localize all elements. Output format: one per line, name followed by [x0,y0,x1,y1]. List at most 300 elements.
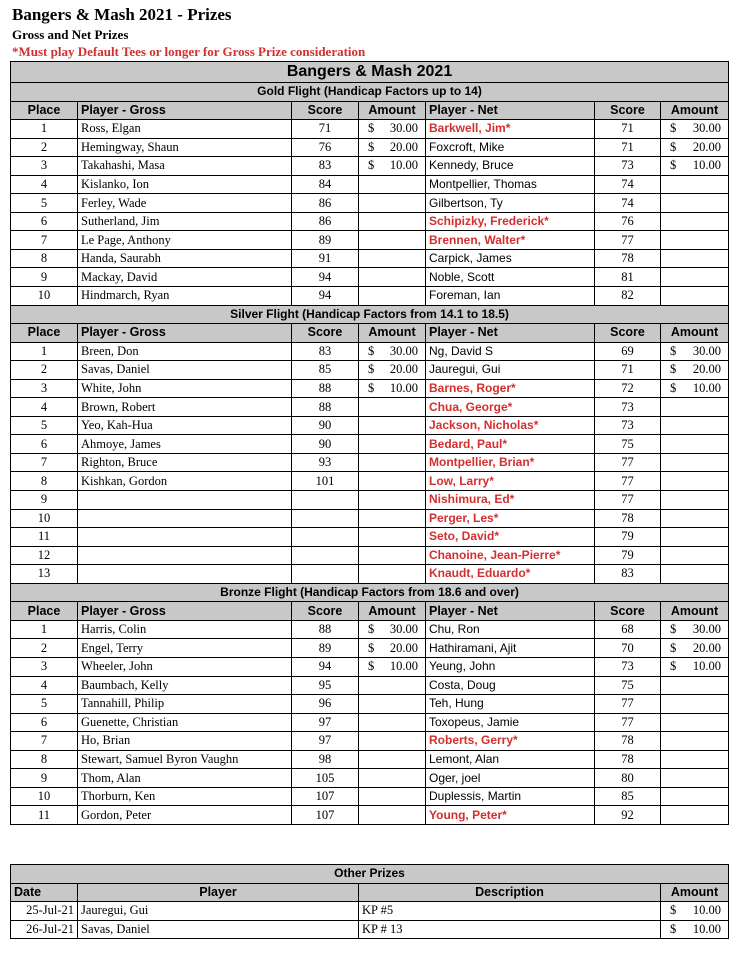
net-player-cell: Young, Peter* [426,806,595,825]
place-cell: 7 [11,732,78,751]
place-cell: 3 [11,657,78,676]
gross-amount-cell [359,509,426,528]
gross-score-cell: 95 [292,676,359,695]
amount-number: 20.00 [692,362,722,377]
table-row [11,138,729,157]
column-header-gross: Player - Gross [78,101,292,120]
other-prize-row [11,920,729,939]
net-score-cell: 71 [595,120,661,139]
column-header-score: Score [292,602,359,621]
amount-value [664,157,725,174]
net-amount-cell [661,194,729,213]
table-row [11,509,729,528]
net-player-cell: Foreman, Ian [426,287,595,306]
gross-player-cell: Breen, Don [78,342,292,361]
net-player-cell: Costa, Doug [426,676,595,695]
gross-player-cell: Tannahill, Philip [78,695,292,714]
net-player-cell: Schipizky, Frederick* [426,212,595,231]
amount-number: 20.00 [389,640,418,655]
gross-player-cell: Takahashi, Masa [78,157,292,176]
place-cell: 9 [11,769,78,788]
net-score-cell: 83 [595,565,661,584]
amount-number: 20.00 [389,362,418,377]
page-header [12,4,365,60]
net-amount-cell [661,806,729,825]
currency-symbol: $ [368,640,375,655]
column-header-row [11,324,729,343]
table-row [11,639,729,658]
gross-player-cell: Wheeler, John [78,657,292,676]
gross-score-cell: 97 [292,713,359,732]
net-amount-cell [661,509,729,528]
net-score-cell: 81 [595,268,661,287]
gross-player-cell: Stewart, Samuel Byron Vaughn [78,750,292,769]
gross-player-cell: Kislanko, Ion [78,175,292,194]
place-cell: 13 [11,565,78,584]
net-amount-cell [661,342,729,361]
net-score-cell: 75 [595,435,661,454]
gross-score-cell: 96 [292,695,359,714]
gross-amount-cell [359,732,426,751]
table-row [11,379,729,398]
gross-player-cell: Engel, Terry [78,639,292,658]
document-title: Bangers & Mash 2021 - Prizes [12,5,232,24]
table-row [11,657,729,676]
prize-date-cell: 26-Jul-21 [11,920,78,939]
gross-score-cell: 88 [292,620,359,639]
table-row [11,546,729,565]
currency-symbol: $ [670,139,677,154]
gross-score-cell: 83 [292,157,359,176]
gross-amount-cell [359,676,426,695]
gross-score-cell: 107 [292,787,359,806]
amount-value [362,343,422,360]
net-player-cell: Toxopeus, Jamie [426,713,595,732]
amount-value [362,380,422,397]
place-cell: 11 [11,806,78,825]
net-player-cell: Hathiramani, Ajit [426,639,595,658]
gross-player-cell [78,546,292,565]
place-cell: 6 [11,713,78,732]
gross-amount-cell [359,231,426,250]
gross-amount-cell [359,639,426,658]
gross-amount-cell [359,194,426,213]
net-score-cell: 77 [595,472,661,491]
net-player-cell: Montpellier, Brian* [426,453,595,472]
amount-number: 30.00 [692,343,722,358]
amount-value [664,658,725,675]
net-amount-cell [661,416,729,435]
net-score-cell: 74 [595,194,661,213]
gross-player-cell [78,528,292,547]
place-cell: 5 [11,695,78,714]
gross-player-cell: Harris, Colin [78,620,292,639]
amount-value [664,139,725,156]
net-score-cell: 73 [595,657,661,676]
net-player-cell: Chu, Ron [426,620,595,639]
column-header-score: Score [292,101,359,120]
net-player-cell: Carpick, James [426,249,595,268]
currency-symbol: $ [670,121,677,136]
gross-amount-cell [359,435,426,454]
gross-score-cell: 71 [292,120,359,139]
gross-score-cell: 107 [292,806,359,825]
net-score-cell: 73 [595,157,661,176]
net-player-cell: Perger, Les* [426,509,595,528]
table-row [11,806,729,825]
gross-amount-cell [359,361,426,380]
net-player-cell: Jackson, Nicholas* [426,416,595,435]
table-row [11,676,729,695]
table-row [11,212,729,231]
table-row [11,565,729,584]
gross-amount-cell [359,398,426,417]
net-player-cell: Yeung, John [426,657,595,676]
gross-player-cell: Hindmarch, Ryan [78,287,292,306]
gross-amount-cell [359,379,426,398]
amount-number: 20.00 [692,640,722,655]
net-amount-cell [661,546,729,565]
column-header-net-amount: Amount [661,324,729,343]
prize-description-cell: KP #5 [359,902,661,921]
net-score-cell: 69 [595,342,661,361]
column-header-amount: Amount [359,602,426,621]
net-amount-cell [661,379,729,398]
net-amount-cell [661,769,729,788]
place-cell: 1 [11,342,78,361]
net-amount-cell [661,472,729,491]
gross-amount-cell [359,416,426,435]
amount-value [362,640,422,657]
table-row [11,120,729,139]
gross-amount-cell [359,249,426,268]
place-cell: 7 [11,231,78,250]
table-row [11,713,729,732]
place-cell: 10 [11,287,78,306]
gross-score-cell: 76 [292,138,359,157]
net-amount-cell [661,657,729,676]
net-player-cell: Noble, Scott [426,268,595,287]
gross-player-cell: Yeo, Kah-Hua [78,416,292,435]
net-amount-cell [661,453,729,472]
net-player-cell: Bedard, Paul* [426,435,595,454]
table-row [11,231,729,250]
column-header-net-score: Score [595,324,661,343]
table-row [11,732,729,751]
gross-player-cell: Gordon, Peter [78,806,292,825]
column-header-amount: Amount [359,324,426,343]
gross-player-cell: Ahmoye, James [78,435,292,454]
place-cell: 5 [11,194,78,213]
amount-number: 30.00 [692,121,722,136]
place-cell: 2 [11,138,78,157]
other-prizes-table [10,864,729,939]
gross-amount-cell [359,212,426,231]
net-score-cell: 92 [595,806,661,825]
place-cell: 6 [11,435,78,454]
prize-description-cell: KP # 13 [359,920,661,939]
gross-player-cell: Baumbach, Kelly [78,676,292,695]
gross-score-cell: 90 [292,435,359,454]
amount-value [664,902,725,919]
gross-amount-cell [359,175,426,194]
document-subtitle: Gross and Net Prizes [12,27,129,42]
net-player-cell: Low, Larry* [426,472,595,491]
net-player-cell: Knaudt, Eduardo* [426,565,595,584]
net-amount-cell [661,565,729,584]
gross-amount-cell [359,657,426,676]
net-amount-cell [661,361,729,380]
net-score-cell: 77 [595,231,661,250]
amount-number: 30.00 [389,343,418,358]
amount-number: 10.00 [389,158,418,173]
table-row [11,750,729,769]
column-header-place: Place [11,101,78,120]
table-row [11,472,729,491]
table-row [11,268,729,287]
column-header-net-score: Score [595,602,661,621]
currency-symbol: $ [368,343,375,358]
gross-amount-cell [359,491,426,510]
table-row [11,157,729,176]
amount-value [362,120,422,137]
net-score-cell: 74 [595,175,661,194]
prizes-table-title-row [11,62,729,83]
gross-player-cell: Handa, Saurabh [78,249,292,268]
flight-title-row [11,305,729,324]
column-header-net: Player - Net [426,324,595,343]
place-cell: 4 [11,175,78,194]
gross-player-cell: Ross, Elgan [78,120,292,139]
table-row [11,453,729,472]
net-amount-cell [661,676,729,695]
gross-player-cell: Le Page, Anthony [78,231,292,250]
net-amount-cell [661,287,729,306]
place-cell: 10 [11,509,78,528]
gross-score-cell: 97 [292,732,359,751]
net-amount-cell [661,157,729,176]
gross-player-cell [78,491,292,510]
column-header-net-amount: Amount [661,602,729,621]
column-header-date: Date [11,883,78,902]
amount-number: 30.00 [389,121,418,136]
amount-value [362,658,422,675]
place-cell: 11 [11,528,78,547]
gross-amount-cell [359,453,426,472]
net-amount-cell [661,120,729,139]
amount-value [362,157,422,174]
gross-player-cell: Sutherland, Jim [78,212,292,231]
net-score-cell: 77 [595,453,661,472]
place-cell: 4 [11,398,78,417]
gross-amount-cell [359,806,426,825]
gross-score-cell: 88 [292,398,359,417]
net-amount-cell [661,732,729,751]
flight-title: Silver Flight (Handicap Factors from 14.1 to 18.5) [11,305,729,324]
gross-amount-cell [359,695,426,714]
gross-score-cell: 98 [292,750,359,769]
column-header-amount: Amount [359,101,426,120]
net-score-cell: 73 [595,416,661,435]
currency-symbol: $ [368,158,375,173]
table-row [11,398,729,417]
gross-score-cell: 86 [292,194,359,213]
gross-player-cell [78,509,292,528]
prizes-table [10,61,729,825]
net-player-cell: Gilbertson, Ty [426,194,595,213]
amount-value [362,621,422,638]
gross-score-cell [292,528,359,547]
gross-amount-cell [359,787,426,806]
gross-amount-cell [359,472,426,491]
gross-player-cell [78,565,292,584]
net-player-cell: Brennen, Walter* [426,231,595,250]
column-header-net-amount: Amount [661,101,729,120]
column-header-description: Description [359,883,661,902]
gross-player-cell: Righton, Bruce [78,453,292,472]
table-row [11,695,729,714]
currency-symbol: $ [670,640,677,655]
place-cell: 12 [11,546,78,565]
table-row [11,342,729,361]
net-player-cell: Oger, joel [426,769,595,788]
other-prizes-column-headers [11,883,729,902]
currency-symbol: $ [670,158,677,173]
gross-score-cell [292,491,359,510]
net-amount-cell [661,231,729,250]
amount-number: 10.00 [692,921,722,936]
gross-player-cell: Kishkan, Gordon [78,472,292,491]
prizes-table-title: Bangers & Mash 2021 [11,62,729,83]
net-player-cell: Duplessis, Martin [426,787,595,806]
net-score-cell: 85 [595,787,661,806]
net-player-cell: Kennedy, Bruce [426,157,595,176]
place-cell: 9 [11,268,78,287]
net-player-cell: Foxcroft, Mike [426,138,595,157]
amount-value [664,380,725,397]
place-cell: 8 [11,472,78,491]
table-row [11,787,729,806]
prize-date-cell: 25-Jul-21 [11,902,78,921]
flight-title: Gold Flight (Handicap Factors up to 14) [11,83,729,102]
net-score-cell: 75 [595,676,661,695]
net-amount-cell [661,491,729,510]
gross-score-cell: 93 [292,453,359,472]
net-score-cell: 77 [595,491,661,510]
gross-player-cell: Mackay, David [78,268,292,287]
net-player-cell: Barkwell, Jim* [426,120,595,139]
net-player-cell: Nishimura, Ed* [426,491,595,510]
net-amount-cell [661,249,729,268]
place-cell: 10 [11,787,78,806]
gross-amount-cell [359,138,426,157]
place-cell: 6 [11,212,78,231]
gross-score-cell: 94 [292,268,359,287]
column-header-net: Player - Net [426,602,595,621]
net-player-cell: Seto, David* [426,528,595,547]
flight-title: Bronze Flight (Handicap Factors from 18.6 and over) [11,583,729,602]
net-score-cell: 78 [595,750,661,769]
currency-symbol: $ [368,659,375,674]
net-amount-cell [661,212,729,231]
amount-value [664,120,725,137]
net-score-cell: 78 [595,249,661,268]
table-row [11,491,729,510]
column-header-net: Player - Net [426,101,595,120]
default-tees-note: *Must play Default Tees or longer for Gross Prize consideration [12,44,366,59]
column-header-row [11,602,729,621]
net-score-cell: 78 [595,509,661,528]
gross-player-cell: Guenette, Christian [78,713,292,732]
gross-score-cell: 94 [292,657,359,676]
gross-score-cell [292,565,359,584]
flight-title-row [11,583,729,602]
gross-player-cell: Savas, Daniel [78,361,292,380]
currency-symbol: $ [368,362,375,377]
gross-score-cell: 89 [292,231,359,250]
currency-symbol: $ [670,659,677,674]
amount-value [362,139,422,156]
table-row [11,769,729,788]
gross-amount-cell [359,528,426,547]
gross-score-cell: 84 [292,175,359,194]
gross-amount-cell [359,565,426,584]
place-cell: 8 [11,750,78,769]
gross-score-cell [292,509,359,528]
table-row [11,194,729,213]
amount-number: 30.00 [692,622,722,637]
gross-amount-cell [359,342,426,361]
net-score-cell: 79 [595,528,661,547]
table-row [11,361,729,380]
net-player-cell: Chanoine, Jean-Pierre* [426,546,595,565]
net-player-cell: Jauregui, Gui [426,361,595,380]
gross-score-cell [292,546,359,565]
net-player-cell: Ng, David S [426,342,595,361]
net-score-cell: 76 [595,212,661,231]
gross-score-cell: 83 [292,342,359,361]
amount-number: 20.00 [389,139,418,154]
prize-amount-cell [661,920,729,939]
gross-score-cell: 89 [292,639,359,658]
currency-symbol: $ [368,381,375,396]
net-score-cell: 82 [595,287,661,306]
amount-value [664,621,725,638]
gross-player-cell: Ho, Brian [78,732,292,751]
net-amount-cell [661,620,729,639]
net-amount-cell [661,175,729,194]
net-score-cell: 80 [595,769,661,788]
column-header-place: Place [11,602,78,621]
other-prize-row [11,902,729,921]
prize-amount-cell [661,902,729,921]
gross-score-cell: 105 [292,769,359,788]
prize-player-cell: Savas, Daniel [78,920,359,939]
flight-title-row [11,83,729,102]
gross-player-cell: Thorburn, Ken [78,787,292,806]
net-score-cell: 72 [595,379,661,398]
amount-value [664,640,725,657]
gross-player-cell: White, John [78,379,292,398]
place-cell: 8 [11,249,78,268]
net-score-cell: 71 [595,361,661,380]
column-header-amount: Amount [661,883,729,902]
net-amount-cell [661,268,729,287]
currency-symbol: $ [670,921,677,936]
place-cell: 7 [11,453,78,472]
gross-score-cell: 86 [292,212,359,231]
gross-score-cell: 90 [292,416,359,435]
